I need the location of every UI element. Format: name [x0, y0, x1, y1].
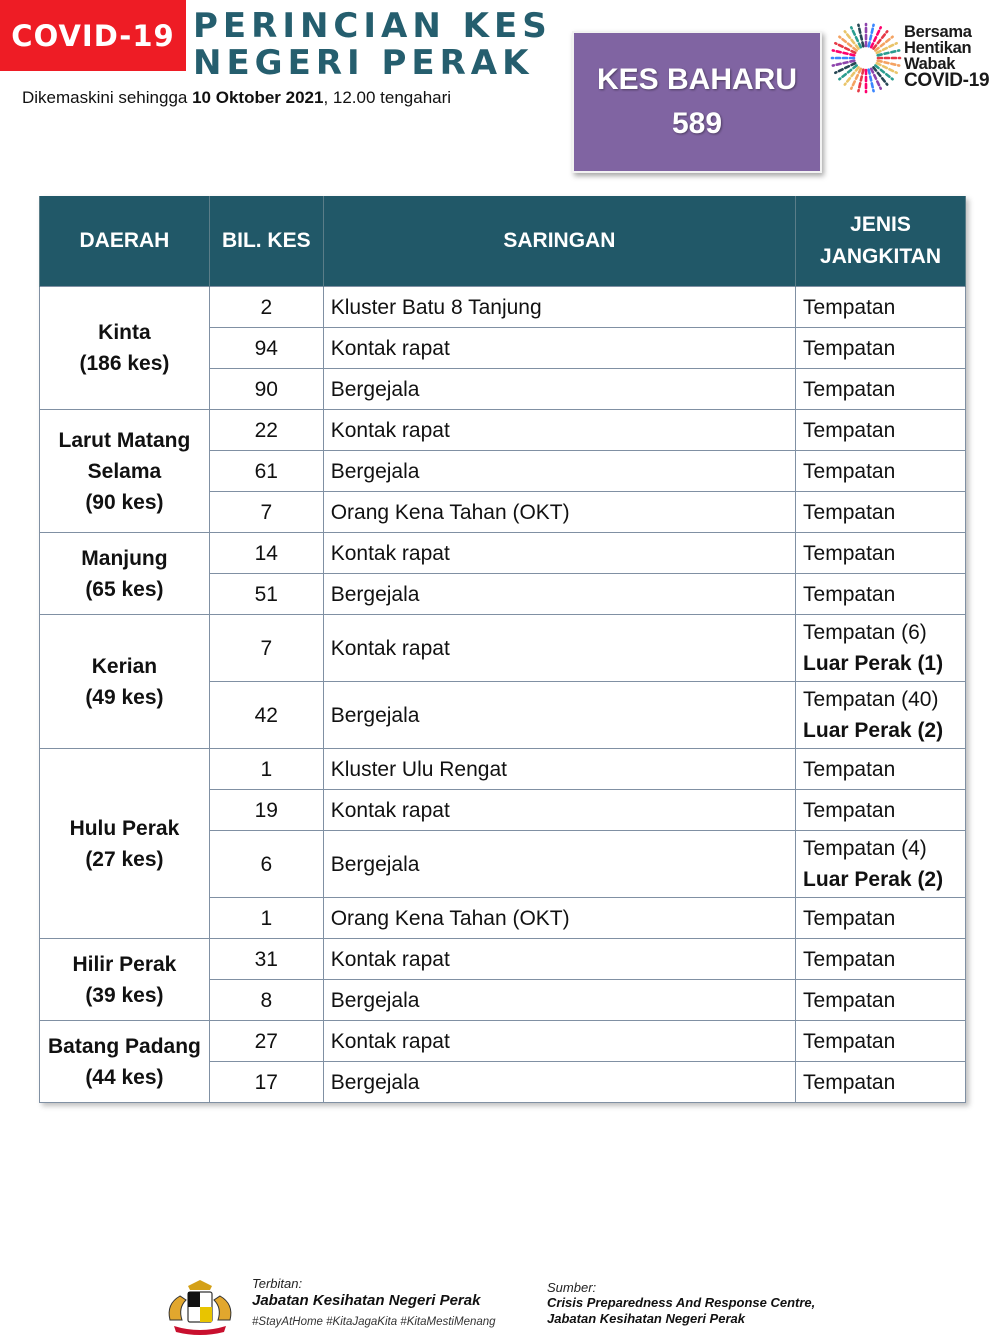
table-row	[40, 749, 966, 790]
campaign-logo	[828, 18, 998, 100]
infection-type: Tempatan	[796, 1062, 966, 1103]
case-count: 42	[209, 682, 323, 749]
header-jenis-line-1: JENIS	[850, 213, 911, 236]
publisher-label: Terbitan:	[252, 1276, 303, 1291]
district-name-cont: Selama	[87, 459, 162, 483]
title-line-2: NEGERI PERAK	[193, 43, 534, 83]
publisher-name: Jabatan Kesihatan Negeri Perak	[252, 1292, 481, 1309]
infection-type: Tempatan	[796, 328, 966, 369]
district-name: Hulu Perak	[69, 816, 180, 840]
infection-outside: Luar Perak (1)	[803, 652, 944, 675]
table-row	[40, 287, 966, 328]
logo-line-1: Bersama	[904, 23, 972, 41]
infection-type: Tempatan	[796, 1021, 966, 1062]
district-name: Manjung	[81, 546, 168, 570]
district-total: (44 kes)	[85, 1065, 164, 1089]
infection-type: Tempatan	[796, 410, 966, 451]
updated-date: 10 Oktober 2021	[192, 88, 324, 107]
case-count: 27	[209, 1021, 323, 1062]
screening-type: Kontak rapat	[323, 615, 795, 682]
district-total: (49 kes)	[85, 685, 164, 709]
state-crest-icon	[160, 1276, 240, 1338]
screening-type: Kontak rapat	[323, 328, 795, 369]
case-count: 22	[209, 410, 323, 451]
infection-type: Tempatan	[796, 790, 966, 831]
district-total: (186 kes)	[79, 352, 170, 375]
source-line-2: Jabatan Kesihatan Negeri Perak	[547, 1311, 745, 1326]
table-header-row	[40, 196, 966, 287]
logo-line-3: Wabak	[904, 55, 956, 73]
sunburst-icon	[828, 18, 904, 100]
infection-outside: Luar Perak (2)	[803, 868, 944, 891]
infection-type: Tempatan	[796, 749, 966, 790]
infection-type: Tempatan	[796, 287, 966, 328]
district-name: Batang Padang	[48, 1034, 201, 1058]
infection-type: Tempatan	[796, 939, 966, 980]
updated-timestamp	[22, 88, 451, 108]
screening-type: Kluster Batu 8 Tanjung	[323, 287, 795, 328]
infection-type: Tempatan	[796, 574, 966, 615]
case-count: 1	[209, 898, 323, 939]
case-count: 14	[209, 533, 323, 574]
screening-type: Kontak rapat	[323, 533, 795, 574]
logo-line-2: Hentikan	[904, 39, 972, 57]
district-name: Kinta	[98, 321, 151, 344]
infection-type	[796, 831, 966, 898]
case-count: 61	[209, 451, 323, 492]
case-count: 7	[209, 615, 323, 682]
infection-type: Tempatan	[796, 980, 966, 1021]
screening-type: Kontak rapat	[323, 1021, 795, 1062]
district-name: Larut Matang	[58, 428, 191, 452]
district-cell-manjung	[40, 533, 210, 615]
header-bil-kes: BIL. KES	[209, 196, 323, 287]
case-count: 8	[209, 980, 323, 1021]
district-cell-batang-padang	[40, 1021, 210, 1103]
header-jenis-line-2: JANGKITAN	[820, 245, 941, 268]
table-row	[40, 410, 966, 451]
case-count: 1	[209, 749, 323, 790]
screening-type: Bergejala	[323, 980, 795, 1021]
covid-badge: COVID-19	[0, 0, 186, 71]
source-block	[547, 1280, 967, 1327]
screening-type: Bergejala	[323, 574, 795, 615]
table-row	[40, 939, 966, 980]
hashtags: #StayAtHome #KitaJagaKita #KitaMestiMenang	[252, 1316, 496, 1328]
updated-suffix: , 12.00 tengahari	[323, 88, 452, 107]
new-cases-box	[572, 31, 822, 173]
infection-type: Tempatan	[796, 898, 966, 939]
new-cases-label: KES BAHARU	[596, 63, 797, 96]
district-total: (65 kes)	[85, 577, 164, 601]
screening-type: Kontak rapat	[323, 790, 795, 831]
new-cases-value: 589	[671, 107, 723, 140]
case-count: 19	[209, 790, 323, 831]
screening-type: Kontak rapat	[323, 410, 795, 451]
screening-type: Kluster Ulu Rengat	[323, 749, 795, 790]
header-daerah: DAERAH	[40, 196, 210, 287]
district-cell-hulu-perak	[40, 749, 210, 939]
infection-type: Tempatan	[796, 451, 966, 492]
updated-prefix: Dikemaskini sehingga	[22, 88, 193, 107]
logo-line-4: COVID-19	[904, 70, 990, 91]
district-total: (90 kes)	[85, 490, 164, 514]
logo-text	[904, 24, 989, 90]
source-label: Sumber:	[547, 1280, 597, 1295]
district-name: Kerian	[91, 654, 158, 678]
case-count: 2	[209, 287, 323, 328]
case-count: 7	[209, 492, 323, 533]
screening-type: Orang Kena Tahan (OKT)	[323, 898, 795, 939]
case-breakdown-table	[39, 196, 966, 1103]
table-row	[40, 1021, 966, 1062]
infection-local: Tempatan (4)	[803, 837, 927, 860]
case-count: 6	[209, 831, 323, 898]
source-line-1: Crisis Preparedness And Response Centre,	[547, 1295, 816, 1310]
header-jenis-jangkitan	[796, 196, 966, 287]
table-row	[40, 615, 966, 682]
district-name: Hilir Perak	[72, 952, 177, 976]
title-line-1: PERINCIAN KES	[193, 6, 552, 46]
page-title	[193, 8, 552, 82]
case-count: 31	[209, 939, 323, 980]
table-row	[40, 533, 966, 574]
infection-type: Tempatan	[796, 369, 966, 410]
case-count: 90	[209, 369, 323, 410]
district-total: (27 kes)	[85, 847, 164, 871]
district-cell-kerian	[40, 615, 210, 749]
district-cell-kinta	[40, 287, 210, 410]
screening-type: Bergejala	[323, 1062, 795, 1103]
district-cell-larut-matang-selama	[40, 410, 210, 533]
screening-type: Bergejala	[323, 369, 795, 410]
infection-local: Tempatan (6)	[803, 621, 927, 644]
header-saringan: SARINGAN	[323, 196, 795, 287]
screening-type: Bergejala	[323, 831, 795, 898]
infection-local: Tempatan (40)	[803, 688, 939, 711]
screening-type: Bergejala	[323, 451, 795, 492]
screening-type: Bergejala	[323, 682, 795, 749]
infection-type: Tempatan	[796, 492, 966, 533]
screening-type: Orang Kena Tahan (OKT)	[323, 492, 795, 533]
case-count: 17	[209, 1062, 323, 1103]
infection-type: Tempatan	[796, 533, 966, 574]
infection-type	[796, 682, 966, 749]
district-cell-hilir-perak	[40, 939, 210, 1021]
case-count: 51	[209, 574, 323, 615]
screening-type: Kontak rapat	[323, 939, 795, 980]
publisher-block	[160, 1276, 520, 1338]
infection-type	[796, 615, 966, 682]
case-count: 94	[209, 328, 323, 369]
district-total: (39 kes)	[85, 983, 164, 1007]
infection-outside: Luar Perak (2)	[803, 719, 944, 742]
